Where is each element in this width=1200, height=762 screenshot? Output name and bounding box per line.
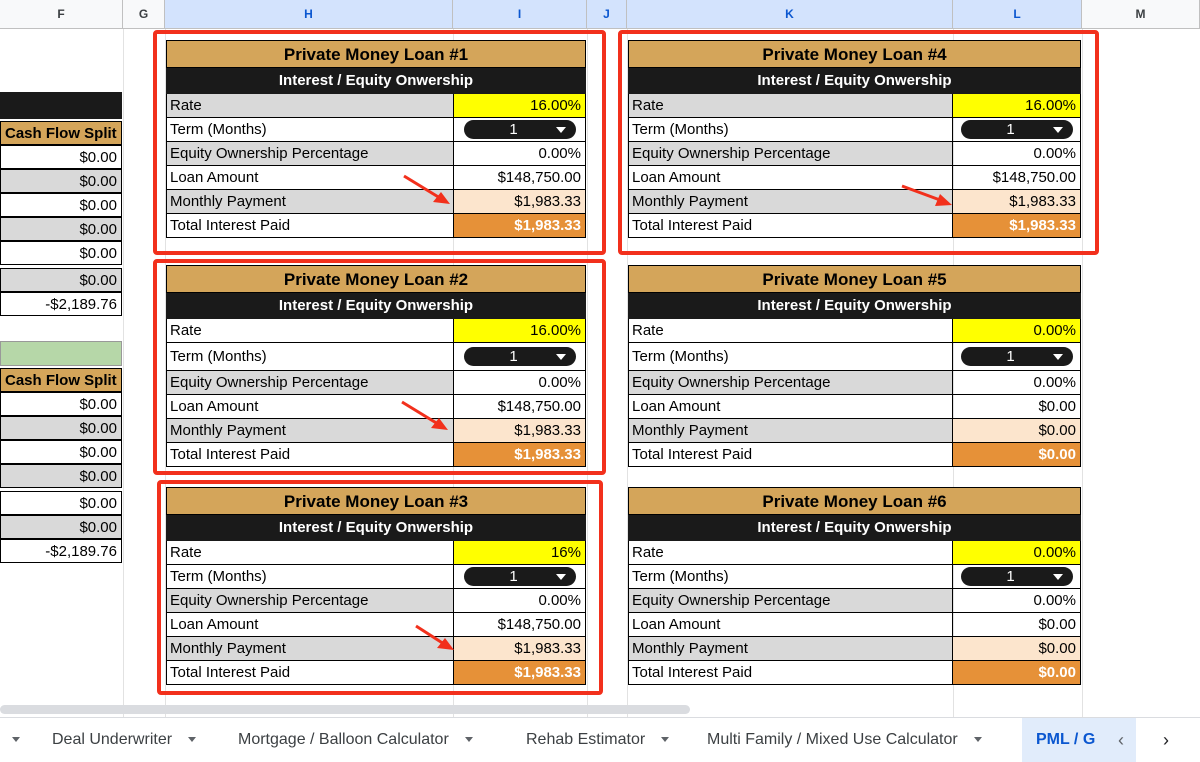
cash-flow-value[interactable]: $0.00 xyxy=(0,464,122,488)
tab-mortgage-balloon-calculator[interactable]: Mortgage / Balloon Calculator xyxy=(238,718,473,762)
total-interest-label[interactable]: Total Interest Paid xyxy=(166,443,454,466)
cash-flow-value[interactable]: $0.00 xyxy=(0,515,122,539)
cash-flow-value[interactable]: $0.00 xyxy=(0,268,122,292)
term-label[interactable]: Term (Months) xyxy=(166,118,454,141)
equity-label[interactable]: Equity Ownership Percentage xyxy=(628,142,953,165)
cash-flow-value[interactable]: $0.00 xyxy=(0,241,122,265)
highlight-box-loan-4 xyxy=(618,30,1099,255)
highlight-box-loan-3 xyxy=(157,480,603,695)
monthly-payment-value[interactable]: $1,983.33 xyxy=(454,637,586,660)
loan-amount-value[interactable]: $148,750.00 xyxy=(454,613,586,636)
loan-title[interactable]: Private Money Loan #3 xyxy=(166,487,586,515)
term-label[interactable]: Term (Months) xyxy=(628,343,953,370)
loan-amount-value[interactable]: $0.00 xyxy=(953,613,1081,636)
term-dropdown[interactable]: 1 xyxy=(464,567,576,586)
horizontal-scrollbar[interactable] xyxy=(0,705,690,714)
rate-value[interactable]: 16.00% xyxy=(953,94,1081,117)
total-interest-label[interactable]: Total Interest Paid xyxy=(166,661,454,684)
loan-amount-value[interactable]: $148,750.00 xyxy=(454,166,586,189)
cash-flow-split-header-2[interactable]: Cash Flow Split xyxy=(0,368,122,392)
loan-title[interactable]: Private Money Loan #5 xyxy=(628,265,1081,293)
column-header-i[interactable]: I xyxy=(453,0,587,29)
equity-label[interactable]: Equity Ownership Percentage xyxy=(166,371,454,394)
green-header-cell xyxy=(0,341,122,366)
loan-amount-value[interactable]: $148,750.00 xyxy=(953,166,1081,189)
monthly-payment-label[interactable]: Monthly Payment xyxy=(628,419,953,442)
equity-value[interactable]: 0.00% xyxy=(454,589,586,612)
loan-subtitle[interactable]: Interest / Equity Onwership xyxy=(166,293,586,319)
cash-flow-value[interactable]: $0.00 xyxy=(0,169,122,193)
tab-multi-family-calculator[interactable]: Multi Family / Mixed Use Calculator xyxy=(707,718,982,762)
equity-value[interactable]: 0.00% xyxy=(953,142,1081,165)
monthly-payment-value[interactable]: $1,983.33 xyxy=(953,190,1081,213)
rate-label[interactable]: Rate xyxy=(628,319,953,342)
monthly-payment-value[interactable]: $0.00 xyxy=(953,637,1081,660)
loan-amount-value[interactable]: $148,750.00 xyxy=(454,395,586,418)
equity-label[interactable]: Equity Ownership Percentage xyxy=(166,142,454,165)
cash-flow-value[interactable]: $0.00 xyxy=(0,416,122,440)
rate-value[interactable]: 16.00% xyxy=(454,319,586,342)
tab-pml[interactable]: PML / G xyxy=(1022,718,1136,762)
chevron-down-icon xyxy=(1053,574,1063,580)
rate-value[interactable]: 16% xyxy=(454,541,586,564)
term-label[interactable]: Term (Months) xyxy=(166,565,454,588)
term-dropdown[interactable]: 1 xyxy=(464,120,576,139)
rate-label[interactable]: Rate xyxy=(166,319,454,342)
loan-amount-value[interactable]: $0.00 xyxy=(953,395,1081,418)
loan-subtitle[interactable]: Interest / Equity Onwership xyxy=(166,68,586,94)
equity-value[interactable]: 0.00% xyxy=(454,142,586,165)
chevron-down-icon xyxy=(12,737,20,742)
monthly-payment-value[interactable]: $1,983.33 xyxy=(454,190,586,213)
term-label[interactable]: Term (Months) xyxy=(628,118,953,141)
cash-flow-total[interactable]: -$2,189.76 xyxy=(0,539,122,563)
loan-title[interactable]: Private Money Loan #4 xyxy=(628,40,1081,68)
tab-scroll-next-icon[interactable]: › xyxy=(1163,730,1169,750)
cash-flow-value[interactable]: $0.00 xyxy=(0,145,122,169)
total-interest-value[interactable]: $1,983.33 xyxy=(953,214,1081,237)
rate-label[interactable]: Rate xyxy=(628,541,953,564)
cash-flow-value[interactable]: $0.00 xyxy=(0,392,122,416)
equity-label[interactable]: Equity Ownership Percentage xyxy=(166,589,454,612)
loan-subtitle[interactable]: Interest / Equity Onwership xyxy=(628,293,1081,319)
monthly-payment-label[interactable]: Monthly Payment xyxy=(166,190,454,213)
cash-flow-value[interactable]: $0.00 xyxy=(0,193,122,217)
tab-deal-underwriter[interactable]: Deal Underwriter xyxy=(52,718,196,762)
monthly-payment-label[interactable]: Monthly Payment xyxy=(628,637,953,660)
rate-value[interactable]: 0.00% xyxy=(953,319,1081,342)
tab-rehab-estimator[interactable]: Rehab Estimator xyxy=(526,718,669,762)
cash-flow-split-header-1[interactable]: Cash Flow Split xyxy=(0,121,122,145)
term-dropdown[interactable]: 1 xyxy=(961,120,1073,139)
loan-amount-label[interactable]: Loan Amount xyxy=(166,166,454,189)
column-header-m[interactable]: M xyxy=(1082,0,1200,29)
column-header-j[interactable]: J xyxy=(587,0,627,29)
term-dropdown[interactable]: 1 xyxy=(961,347,1073,366)
arrow-icon xyxy=(898,182,956,210)
total-interest-label[interactable]: Total Interest Paid xyxy=(628,214,953,237)
total-interest-value[interactable]: $1,983.33 xyxy=(454,661,586,684)
sheet-tab-bar xyxy=(0,717,1200,761)
black-header-cell xyxy=(0,92,122,119)
chevron-down-icon xyxy=(465,737,473,742)
total-interest-value[interactable]: $1,983.33 xyxy=(454,443,586,466)
loan-amount-label[interactable]: Loan Amount xyxy=(628,166,953,189)
loan-amount-label[interactable]: Loan Amount xyxy=(628,395,953,418)
cash-flow-value[interactable]: $0.00 xyxy=(0,440,122,464)
chevron-down-icon xyxy=(188,737,196,742)
total-interest-value[interactable]: $1,983.33 xyxy=(454,214,586,237)
rate-value[interactable]: 16.00% xyxy=(454,94,586,117)
rate-label[interactable]: Rate xyxy=(166,541,454,564)
loan-subtitle[interactable]: Interest / Equity Onwership xyxy=(628,515,1081,541)
rate-label[interactable]: Rate xyxy=(628,94,953,117)
monthly-payment-value[interactable]: $1,983.33 xyxy=(454,419,586,442)
arrow-icon xyxy=(398,398,453,434)
cash-flow-value[interactable]: $0.00 xyxy=(0,491,122,515)
tab-scroll-left-chevron[interactable] xyxy=(2,718,20,762)
equity-value[interactable]: 0.00% xyxy=(953,589,1081,612)
column-header-l[interactable]: L xyxy=(953,0,1082,29)
column-header-f[interactable]: F xyxy=(0,0,123,29)
monthly-payment-label[interactable]: Monthly Payment xyxy=(166,637,454,660)
monthly-payment-value[interactable]: $0.00 xyxy=(953,419,1081,442)
arrow-icon xyxy=(400,172,455,208)
chevron-down-icon xyxy=(661,737,669,742)
cash-flow-total[interactable]: -$2,189.76 xyxy=(0,292,122,316)
cash-flow-value[interactable]: $0.00 xyxy=(0,217,122,241)
rate-label[interactable]: Rate xyxy=(166,94,454,117)
loan-amount-label[interactable]: Loan Amount xyxy=(166,613,454,636)
chevron-down-icon xyxy=(974,737,982,742)
loan-panel-6 xyxy=(628,487,1081,685)
loan-title[interactable]: Private Money Loan #1 xyxy=(166,40,586,68)
equity-label[interactable]: Equity Ownership Percentage xyxy=(628,589,953,612)
term-dropdown[interactable]: 1 xyxy=(464,347,576,366)
term-dropdown[interactable]: 1 xyxy=(961,567,1073,586)
column-header-h[interactable]: H xyxy=(165,0,453,29)
monthly-payment-label[interactable]: Monthly Payment xyxy=(166,419,454,442)
equity-value[interactable]: 0.00% xyxy=(953,371,1081,394)
loan-amount-label[interactable]: Loan Amount xyxy=(628,613,953,636)
chevron-down-icon xyxy=(1053,354,1063,360)
total-interest-label[interactable]: Total Interest Paid xyxy=(628,661,953,684)
equity-value[interactable]: 0.00% xyxy=(454,371,586,394)
loan-subtitle[interactable]: Interest / Equity Onwership xyxy=(166,515,586,541)
tab-scroll-prev-icon[interactable]: ‹ xyxy=(1118,730,1124,750)
term-label[interactable]: Term (Months) xyxy=(166,343,454,370)
total-interest-label[interactable]: Total Interest Paid xyxy=(628,443,953,466)
term-label[interactable]: Term (Months) xyxy=(628,565,953,588)
total-interest-value[interactable]: $0.00 xyxy=(953,443,1081,466)
loan-panel-5 xyxy=(628,265,1081,467)
loan-title[interactable]: Private Money Loan #2 xyxy=(166,265,586,293)
loan-subtitle[interactable]: Interest / Equity Onwership xyxy=(628,68,1081,94)
equity-label[interactable]: Equity Ownership Percentage xyxy=(628,371,953,394)
arrow-icon xyxy=(412,622,457,654)
rate-value[interactable]: 0.00% xyxy=(953,541,1081,564)
highlight-box-loan-1 xyxy=(153,30,606,255)
total-interest-value[interactable]: $0.00 xyxy=(953,661,1081,684)
column-header-k[interactable]: K xyxy=(627,0,953,29)
loan-amount-label[interactable]: Loan Amount xyxy=(166,395,454,418)
column-header-g[interactable]: G xyxy=(123,0,165,29)
monthly-payment-label[interactable]: Monthly Payment xyxy=(628,190,953,213)
loan-title[interactable]: Private Money Loan #6 xyxy=(628,487,1081,515)
total-interest-label[interactable]: Total Interest Paid xyxy=(166,214,454,237)
highlight-box-loan-2 xyxy=(153,259,606,475)
